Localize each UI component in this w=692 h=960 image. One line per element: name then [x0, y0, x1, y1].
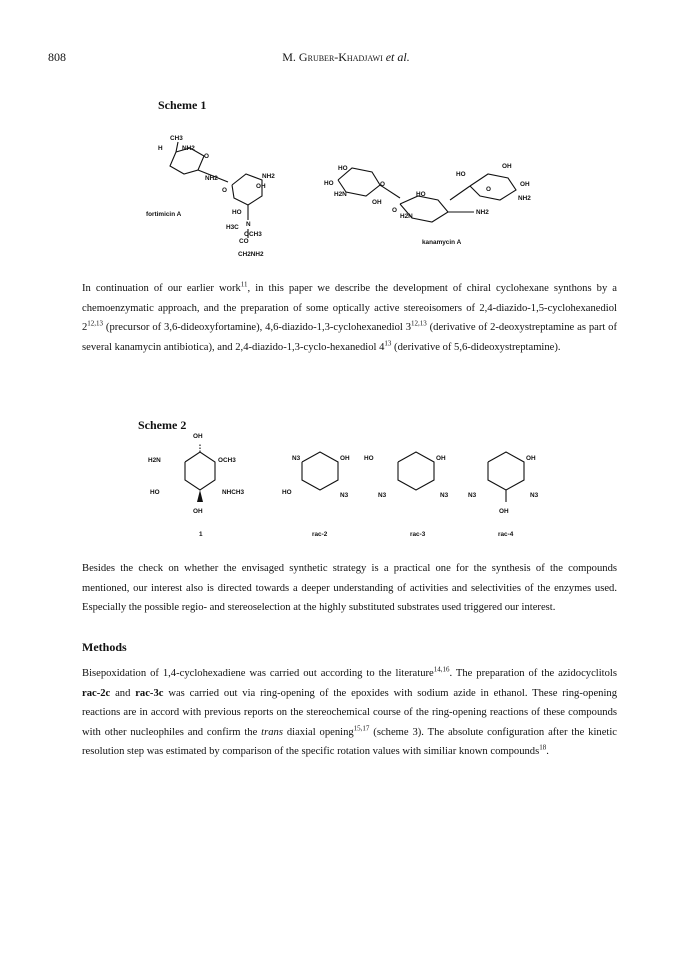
c1-och3: OCH3 — [218, 457, 236, 464]
m-text-4: was carried out via ring-opening of the epoxides with sodium azide in ethanol. These ring-opening reactions are in accord with previous reports on the stereochemical course of the ring-opening reactions of these compounds with other nucleophiles and confirm the — [82, 687, 617, 738]
compound-1-label: 1 — [199, 531, 203, 538]
fort-co: CO — [239, 238, 249, 245]
p1-text-2: , in this paper we describe the development of chiral cyclohexane synthons by a chemoenzymatic approach, and the preparation of some optically active stereoisomers of 2,4-diazido-1,5-cyclohexanediol 2 — [82, 283, 617, 334]
kana-ho-4: HO — [456, 171, 466, 178]
fort-oh: OH — [256, 183, 266, 190]
r4-n3-1: N3 — [468, 492, 477, 499]
m-compound-rac2c: rac-2c — [82, 687, 111, 699]
p1-ref-4: 13 — [384, 339, 392, 348]
kana-nh2-2: NH2 — [518, 195, 531, 202]
fort-n: N — [246, 221, 251, 228]
compound-rac3-ring — [398, 452, 434, 490]
m-text-1: Bisepoxidation of 1,4-cyclohexadiene was carried out according to the literature — [82, 668, 434, 679]
m-ref-3: 18 — [539, 743, 547, 752]
fort-ch2nh2: CH2NH2 — [238, 251, 264, 258]
compound-rac2-ring — [302, 452, 338, 490]
m-ref-1: 14,16 — [433, 665, 450, 674]
r3-ho: HO — [364, 455, 374, 462]
p1-text-5: (derivative of 5,6-dideoxystreptamine). — [391, 341, 561, 353]
kana-o-1: O — [380, 181, 385, 188]
m-ref-2: 15,17 — [353, 724, 370, 733]
p1-ref-1: 11 — [240, 280, 248, 289]
r3-n3-1: N3 — [378, 492, 387, 499]
running-head-etal: et al. — [385, 50, 410, 64]
running-head-author: M. Gruber-Khadjawi — [282, 50, 383, 64]
r3-oh: OH — [436, 455, 446, 462]
m-compound-rac3c: rac-3c — [135, 687, 164, 699]
fort-nh2-top: NH2 — [182, 145, 195, 152]
c1-ho: HO — [150, 489, 160, 496]
scheme1-label: Scheme 1 — [158, 98, 207, 112]
fort-bridge-o: O — [222, 187, 227, 194]
m-text-5: diaxial opening — [282, 726, 354, 738]
compound-1-ring — [185, 443, 215, 502]
p1-text-3: (precursor of 3,6-dideoxyfortamine), 4,6-diazido-1,3-cyclohexanediol 3 — [103, 322, 412, 334]
c1-nhch3: NHCH3 — [222, 489, 245, 496]
kana-nh2-1: NH2 — [476, 209, 489, 216]
fortimicin-a-label: fortimicin A — [146, 211, 182, 218]
p1-ref-2: 12,13 — [87, 319, 104, 328]
kana-o-3: O — [486, 186, 491, 193]
kana-ho-3: HO — [416, 191, 426, 198]
scheme2-label: Scheme 2 — [138, 418, 187, 432]
fort-h3c: H3C — [226, 224, 239, 231]
kanamycin-a-label: kanamycin A — [422, 239, 462, 246]
kana-h2n-2: H2N — [400, 213, 413, 220]
c1-oh-bottom: OH — [193, 508, 203, 515]
m-text-2: . The preparation of the azidocyclitols — [449, 668, 617, 679]
paragraph-methods — [82, 664, 617, 762]
fort-nh2-2: NH2 — [205, 175, 218, 182]
r2-oh: OH — [340, 455, 350, 462]
m-text-7: . — [546, 746, 549, 758]
kana-oh-3: OH — [520, 181, 530, 188]
r2-n3-1: N3 — [292, 455, 301, 462]
p1-text-4: (derivative of 2-deoxystreptamine as part of several kanamycin antibiotica), and 2,4-diazido-1,3-cyclo-hexanediol 4 — [82, 322, 617, 353]
compound-rac3-label: rac-3 — [410, 531, 426, 538]
kana-oh-2: OH — [502, 163, 512, 170]
fort-h: H — [158, 145, 163, 152]
r4-n3-2: N3 — [530, 492, 539, 499]
r4-oh-2: OH — [499, 508, 509, 515]
kana-oh-1: OH — [372, 199, 382, 206]
m-trans: trans — [261, 726, 283, 738]
methods-heading: Methods — [82, 640, 127, 654]
kana-o-2: O — [392, 207, 397, 214]
compound-rac4-label: rac-4 — [498, 531, 514, 538]
m-text-3: and — [110, 687, 136, 699]
page-number: 808 — [48, 50, 66, 64]
r2-n3-2: N3 — [340, 492, 349, 499]
kana-ho-2: HO — [324, 180, 334, 187]
r4-oh-1: OH — [526, 455, 536, 462]
m-text-6: (scheme 3). The absolute configuration after the kinetic resolution step was estimated by comparison of the specific rotation values with similiar known compounds — [82, 726, 617, 758]
c1-h2n: H2N — [148, 457, 161, 464]
r2-ho: HO — [282, 489, 292, 496]
compound-rac4-ring — [488, 452, 524, 502]
kana-h2n-1: H2N — [334, 191, 347, 198]
fort-och3: OCH3 — [244, 231, 262, 238]
c1-oh-top: OH — [193, 433, 203, 440]
fort-ring-o: O — [204, 153, 209, 160]
p1-text-1: In continuation of our earlier work — [82, 283, 241, 294]
fort-ch3: CH3 — [170, 135, 183, 142]
fort-nh2-3: NH2 — [262, 173, 275, 180]
kana-ho-1: HO — [338, 165, 348, 172]
p1-ref-3: 12,13 — [411, 319, 427, 328]
r3-n3-2: N3 — [440, 492, 449, 499]
paragraph-objectives: Besides the check on whether the envisaged synthetic strategy is a practical one for the synthesis of the compounds mentioned, our interest also is directed towards a deeper understanding of activities and selectivities of the enzymes used. Especially the possible regio- and stereoselection at the highly substituted substrates used triggered our interest. — [82, 563, 617, 614]
compound-rac2-label: rac-2 — [312, 531, 328, 538]
fort-ho: HO — [232, 209, 242, 216]
